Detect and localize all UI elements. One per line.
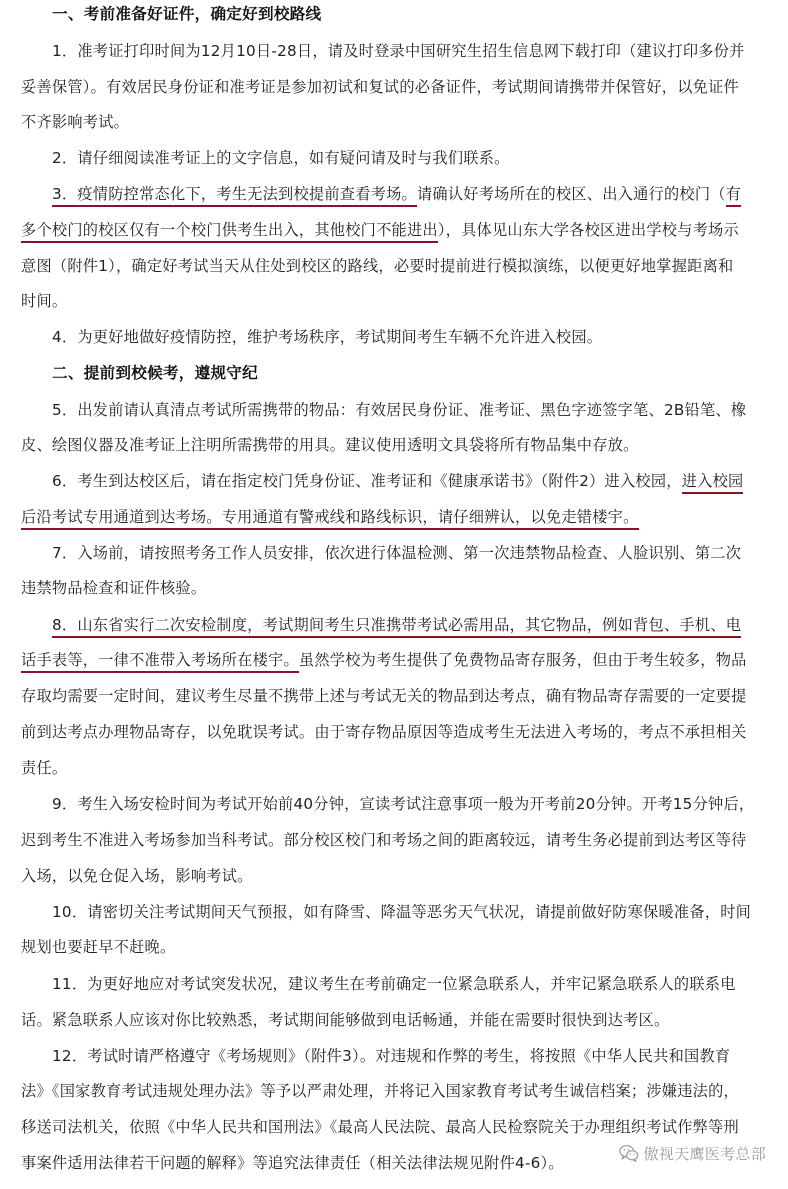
paragraph-8-line-1 bbox=[52, 615, 741, 635]
paragraph-3-line-3: 意图（附件1），确定好考试当天从住处到校区的路线，必要时提前进行模拟演练，以便更好地掌握距离和 bbox=[21, 257, 734, 275]
paragraph-9-line-3: 入场，以免仓促入场，影响考试。 bbox=[21, 867, 253, 885]
paragraph-text: 请确认好考场所在的校区、出入通行的校门（ bbox=[416, 185, 726, 203]
watermark-text: 傲视天鹰医考总部 bbox=[643, 1144, 766, 1163]
paragraph-text: ），具体见山东大学各校区进出学校与考场示 bbox=[437, 221, 739, 239]
paragraph-9-line-1: 9．考生入场安检时间为考试开始前40分钟，宣读考试注意事项一般为开考前20分钟。开考15分钟后， bbox=[52, 795, 755, 813]
highlight-underline: 话手表等，一律不准带入考场所在楼宇。 bbox=[21, 651, 299, 673]
highlight-underline: 有 bbox=[726, 185, 741, 207]
paragraph-2-line-1: 2．请仔细阅读准考证上的文字信息，如有疑问请及时与我们联系。 bbox=[52, 149, 510, 167]
highlight-underline: 进入校园 bbox=[682, 472, 744, 494]
paragraph-4-line-1: 4．为更好地做好疫情防控，维护考场秩序，考试期间考生车辆不允许进入校园。 bbox=[52, 328, 603, 346]
paragraph-12-line-4: 事案件适用法律若干问题的解释》等追究法律责任（相关法律法规见附件4-6）。 bbox=[21, 1154, 564, 1172]
account-watermark bbox=[618, 1142, 766, 1164]
section-heading-2: 二、提前到校候考，遵规守纪 bbox=[52, 364, 258, 382]
highlight-underline: 后沿考试专用通道到达考场。专用通道有警戒线和路线标识，请仔细辨认，以免走错楼宇。 bbox=[21, 508, 639, 530]
paragraph-1-line-3: 不齐影响考试。 bbox=[21, 113, 130, 131]
paragraph-8-line-5: 责任。 bbox=[21, 759, 68, 777]
paragraph-text: 6．考生到达校区后，请在指定校门凭身份证、准考证和《健康承诺书》（附件2）进入校园， bbox=[52, 472, 682, 490]
wechat-logo-icon bbox=[618, 1142, 640, 1164]
paragraph-5-line-1: 5．出发前请认真清点考试所需携带的物品：有效居民身份证、准考证、黑色字迹签字笔、2B铅笔、橡 bbox=[52, 401, 747, 419]
paragraph-7-line-1: 7．入场前，请按照考务工作人员安排，依次进行体温检测、第一次违禁物品检查、人脸识别、第二次 bbox=[52, 544, 742, 562]
paragraph-12-line-1: 12．考试时请严格遵守《考场规则》（附件3）。对违规和作弊的考生，将按照《中华人民共和国教育 bbox=[52, 1047, 731, 1065]
paragraph-3-line-4: 时间。 bbox=[21, 292, 68, 310]
paragraph-8-line-2 bbox=[21, 650, 747, 670]
paragraph-10-line-1: 10．请密切关注考试期间天气预报，如有降雪、降温等恶劣天气状况，请提前做好防寒保暖准备，时间 bbox=[52, 903, 752, 921]
paragraph-text: 虽然学校为考生提供了免费物品寄存服务，但由于考生较多，物品 bbox=[298, 651, 747, 669]
paragraph-1-line-2: 妥善保管）。有效居民身份证和准考证是参加初试和复试的必备证件，考试期间请携带并保管好，以免证件 bbox=[21, 78, 739, 96]
paragraph-8-line-3: 存取均需要一定时间，建议考生尽量不携带上述与考试无关的物品到达考点，确有物品寄存需要的一定要提 bbox=[21, 687, 747, 705]
paragraph-6-line-2 bbox=[21, 507, 639, 527]
paragraph-6-line-1 bbox=[52, 471, 743, 491]
paragraph-9-line-2: 迟到考生不准进入考场参加当科考试。部分校区校门和考场之间的距离较远，请考生务必提前到达考区等待 bbox=[21, 831, 747, 849]
paragraph-12-line-3: 移送司法机关，依照《中华人民共和国刑法》《最高人民法院、最高人民检察院关于办理组织考试作弊等刑 bbox=[21, 1118, 739, 1136]
paragraph-10-line-2: 规划也要赶早不赶晚。 bbox=[21, 938, 176, 956]
paragraph-7-line-2: 违禁物品检查和证件核验。 bbox=[21, 579, 207, 597]
paragraph-11-line-1: 11．为更好地应对考试突发状况，建议考生在考前确定一位紧急联系人，并牢记紧急联系人的联系电 bbox=[52, 975, 736, 993]
paragraph-11-line-2: 话。紧急联系人应该对你比较熟悉，考试期间能够做到电话畅通，并能在需要时很快到达考区。 bbox=[21, 1011, 670, 1029]
highlight-underline: 8．山东省实行二次安检制度，考试期间考生只准携带考试必需用品，其它物品，例如背包、手机、电 bbox=[52, 616, 741, 638]
paragraph-8-line-4: 前到达考点办理物品寄存，以免耽误考试。由于寄存物品原因等造成考生无法进入考场的，考点不承担相关 bbox=[21, 723, 747, 741]
paragraph-5-line-2: 皮、绘图仪器及准考证上注明所需携带的用具。建议使用透明文具袋将所有物品集中存放。 bbox=[21, 436, 639, 454]
highlight-underline: 3．疫情防控常态化下，考生无法到校提前查看考场。 bbox=[52, 185, 417, 207]
paragraph-3-line-1 bbox=[52, 184, 741, 204]
paragraph-1-line-1: 1．准考证打印时间为12月10日-28日，请及时登录中国研究生招生信息网下载打印（建议打印多份并 bbox=[52, 42, 745, 60]
highlight-underline: 多个校门的校区仅有一个校门供考生出入，其他校门不能进出 bbox=[21, 221, 438, 243]
section-heading-1: 一、考前准备好证件，确定好到校路线 bbox=[52, 5, 322, 23]
paragraph-3-line-2 bbox=[21, 220, 739, 240]
paragraph-12-line-2: 法》《国家教育考试违规处理办法》等予以严肃处理，并将记入国家教育考试考生诚信档案；涉嫌违法的， bbox=[21, 1082, 739, 1100]
